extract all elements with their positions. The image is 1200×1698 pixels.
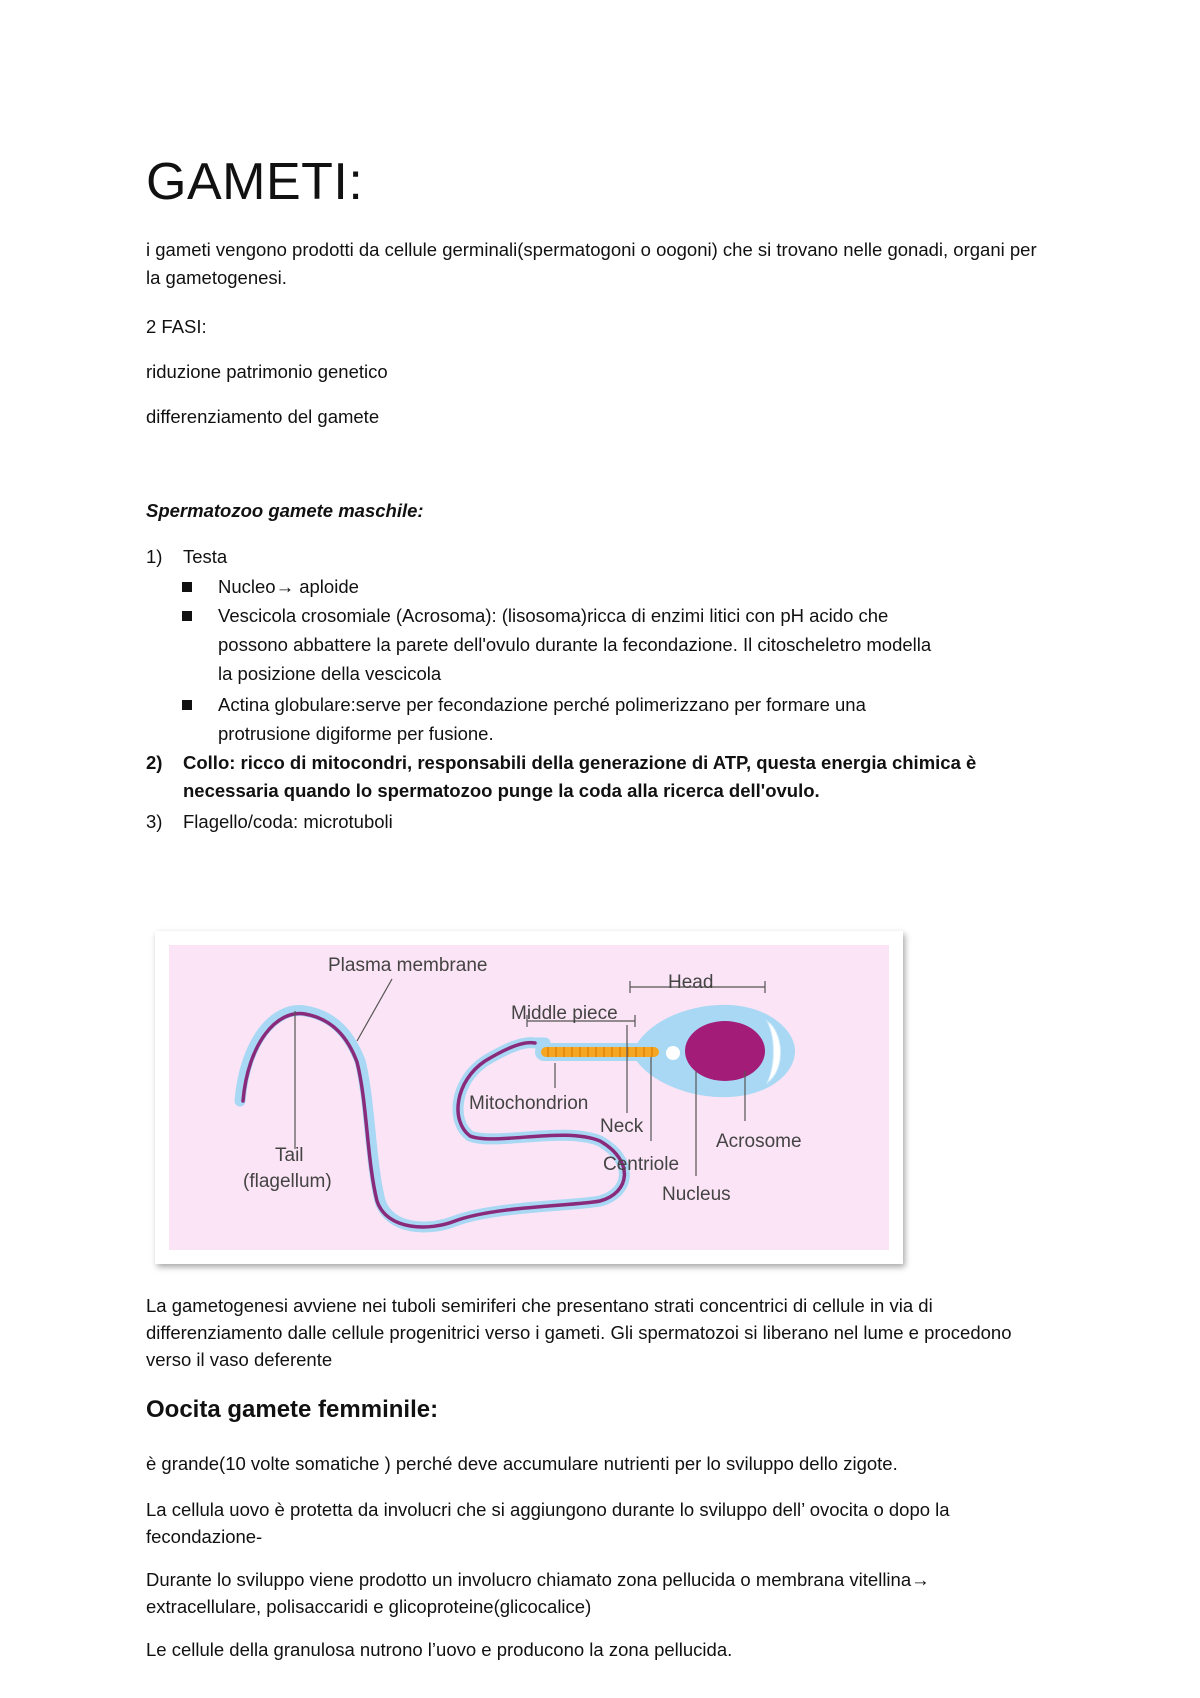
label-neck: Neck: [600, 1116, 644, 1137]
oocita-paragraph: Durante lo sviluppo viene prodotto un involucro chiamato zona pellucida o membrana vitellina→ extracellulare, polisaccaridi e glicoproteine(glicocalice): [146, 1569, 930, 1617]
list-text: Flagello/coda: microtuboli: [183, 811, 393, 832]
label-head: Head: [668, 972, 714, 993]
nucleus-shape: [685, 1021, 765, 1081]
label-centriole: Centriole: [603, 1154, 680, 1175]
bullet-text: Vescicola crosomiale (Acrosoma): (lisosoma)ricca di enzimi litici con pH acido che possono abbattere la parete dell'ovulo durante la fecondazione. Il citoscheletro modella la posizione della vescicola: [218, 605, 932, 684]
oocita-paragraph: è grande(10 volte somatiche ) perché deve accumulare nutrienti per lo sviluppo dello zigote.: [146, 1453, 898, 1474]
page-title: GAMETI:: [146, 153, 364, 211]
gametogenesi-paragraph: La gametogenesi avviene nei tuboli semiriferi che presentano strati concentrici di cellule in via di differenziamento dalle cellule progenitrici verso i gameti. Gli spermatozoi si liberano nel lume e procedono verso il vaso deferente: [146, 1295, 1012, 1370]
sperm-diagram-svg: [155, 931, 903, 1264]
mitochondria-band: [541, 1047, 659, 1057]
label-nucleus: Nucleus: [662, 1184, 731, 1205]
oocita-paragraph: La cellula uovo è protetta da involucri che si aggiungono durante lo sviluppo dell’ ovocita o dopo la fecondazione-: [146, 1499, 950, 1547]
square-bullet-icon: [182, 700, 192, 710]
list-number: 1): [146, 546, 163, 567]
fasi-label: 2 FASI:: [146, 316, 207, 337]
label-middle-piece: Middle piece: [511, 1003, 618, 1024]
oocita-paragraph: Le cellule della granulosa nutrono l’uovo e producono la zona pellucida.: [146, 1639, 733, 1660]
label-plasma-membrane: Plasma membrane: [328, 955, 488, 976]
label-flagellum: (flagellum): [243, 1171, 332, 1192]
sperm-diagram: [155, 931, 903, 1264]
fase-item: differenziamento del gamete: [146, 406, 380, 427]
label-acrosome: Acrosome: [716, 1131, 802, 1152]
square-bullet-icon: [182, 611, 192, 621]
list-number: 2): [146, 752, 163, 773]
intro-paragraph: i gameti vengono prodotti da cellule germinali(spermatogoni o oogoni) che si trovano nelle gonadi, organi per la gametogenesi.: [146, 239, 1037, 288]
fase-item: riduzione patrimonio genetico: [146, 361, 388, 382]
bullet-text: Nucleo→ aploide: [218, 576, 359, 597]
bullet-text: Actina globulare:serve per fecondazione perché polimerizzano per formare una protrusione digiforme per fusione.: [218, 694, 866, 744]
list-text: Collo: ricco di mitocondri, responsabili della generazione di ATP, questa energia chimica è necessaria quando lo spermatozoo punge la coda alla ricerca dell'ovulo.: [183, 752, 977, 801]
list-number: 3): [146, 811, 163, 832]
square-bullet-icon: [182, 582, 192, 592]
spermatozoo-heading: Spermatozoo gamete maschile:: [146, 500, 424, 521]
centriole-shape: [666, 1046, 680, 1060]
label-tail: Tail: [275, 1145, 304, 1166]
label-mitochondrion: Mitochondrion: [469, 1093, 589, 1114]
list-text: Testa: [183, 546, 228, 567]
oocita-heading: Oocita gamete femminile:: [146, 1396, 439, 1423]
